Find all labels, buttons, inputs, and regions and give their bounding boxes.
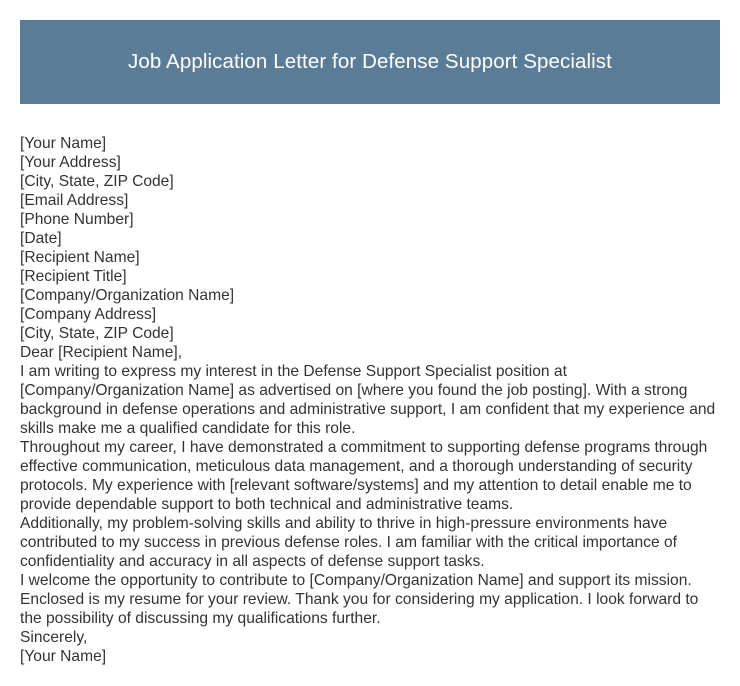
page-title: Job Application Letter for Defense Support Specialist — [128, 50, 612, 73]
sender-name: [Your Name] — [20, 135, 107, 152]
paragraph-intro: I am writing to express my interest in the Defense Support Specialist position at [Company/Organization Name] as advertised on [where you found the job posting]. With a strong background in defense operations and administrative support, I am confident that my experience and skills make me a qualified candidate for this role. — [20, 363, 716, 437]
sender-city-state-zip: [City, State, ZIP Code] — [20, 173, 174, 190]
letter-body — [20, 134, 722, 666]
paragraph-closing: I welcome the opportunity to contribute to [Company/Organization Name] and support its mission. Enclosed is my resume for your review. Thank you for considering my application. I look forward to the possibility of discussing my qualifications further. — [20, 572, 699, 627]
greeting: Dear [Recipient Name], — [20, 344, 183, 361]
page-header — [20, 20, 720, 104]
sender-address: [Your Address] — [20, 154, 121, 171]
recipient-organization: [Company/Organization Name] — [20, 287, 235, 304]
paragraph-experience: Throughout my career, I have demonstrated a commitment to supporting defense programs through effective communication, meticulous data management, and a thorough understanding of security protocols. My experience with [relevant software/systems] and my attention to detail enable me to provide dependable support to both technical and administrative teams. — [20, 439, 708, 513]
sender-phone: [Phone Number] — [20, 211, 134, 228]
recipient-address: [Company Address] — [20, 306, 157, 323]
letter-date: [Date] — [20, 230, 62, 247]
sender-email: [Email Address] — [20, 192, 129, 209]
recipient-city-state-zip: [City, State, ZIP Code] — [20, 325, 174, 342]
closing: Sincerely, — [20, 629, 88, 646]
recipient-name: [Recipient Name] — [20, 249, 140, 266]
recipient-title: [Recipient Title] — [20, 268, 127, 285]
signature: [Your Name] — [20, 648, 107, 665]
paragraph-skills: Additionally, my problem-solving skills and ability to thrive in high-pressure environments have contributed to my success in previous defense roles. I am familiar with the critical importance of confidentiality and accuracy in all aspects of defense support tasks. — [20, 515, 677, 570]
